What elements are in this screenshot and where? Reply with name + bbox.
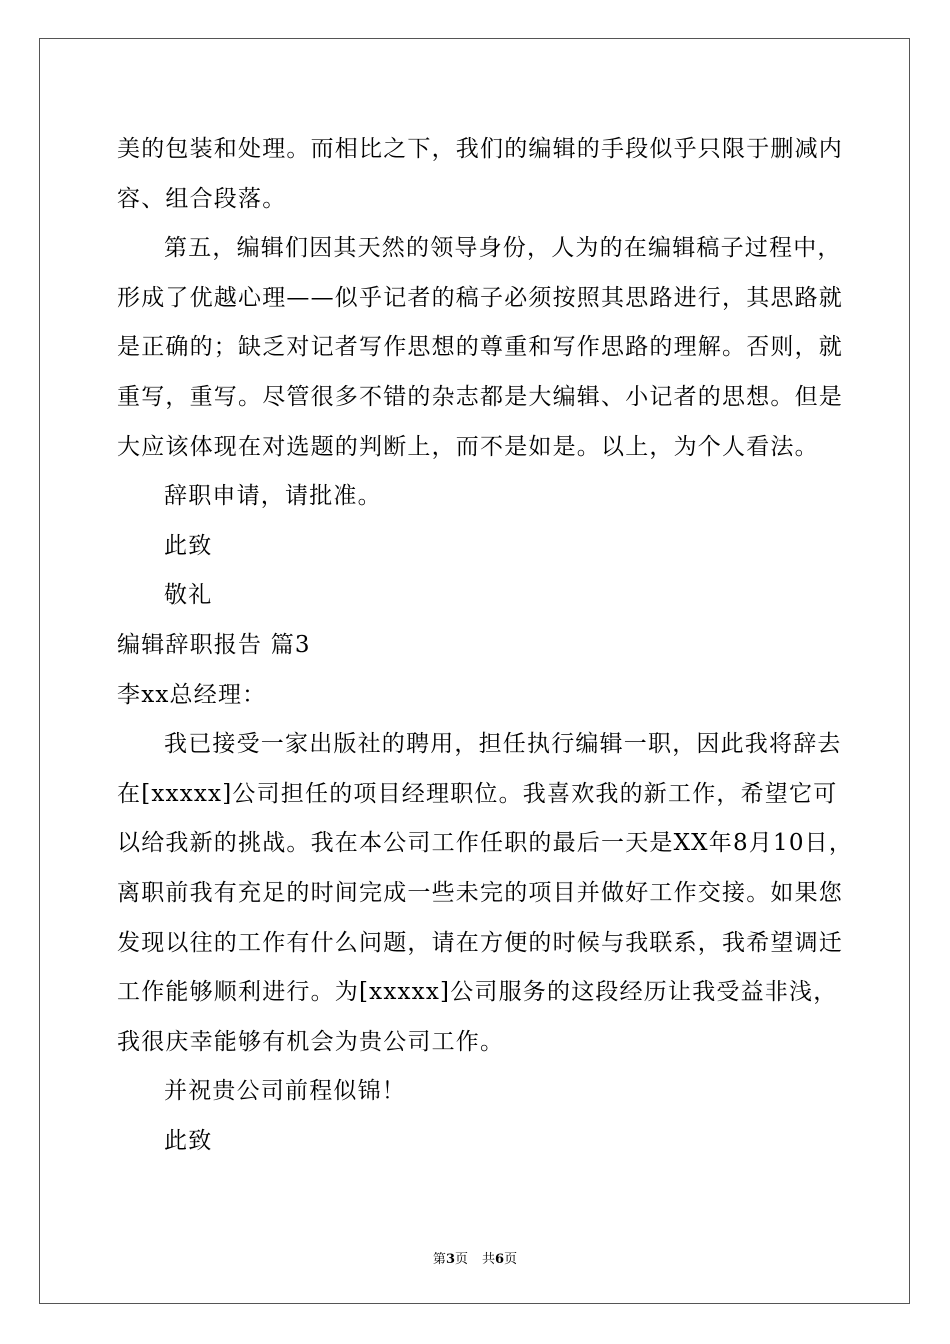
paragraph-line: 离职前我有充足的时间完成一些未完的项目并做好工作交接。如果您 xyxy=(117,879,843,906)
letter-greeting: 李xx总经理： xyxy=(117,681,267,708)
paragraph-line: 美的包装和处理。而相比之下，我们的编辑的手段似乎只限于删减内 xyxy=(117,136,843,162)
section-heading: 编辑辞职报告 篇3 xyxy=(117,631,311,658)
page-total: 6 xyxy=(495,1252,505,1267)
paragraph-line: 形成了优越心理——似乎记者的稿子必须按照其思路进行，其思路就 xyxy=(117,284,843,311)
closing-regards: 敬礼 xyxy=(164,582,213,609)
paragraph-line: 在[xxxxx]公司担任的项目经理职位。我喜欢我的新工作，希望它可 xyxy=(117,780,838,807)
closing-salutation: 此致 xyxy=(164,532,213,559)
paragraph-line: 重写，重写。尽管很多不错的杂志都是大编辑、小记者的思想。但是 xyxy=(117,383,843,410)
paragraph-line: 以给我新的挑战。我在本公司工作任职的最后一天是XX年8月10日， xyxy=(117,830,854,857)
paragraph-line: 是正确的；缺乏对记者写作思想的尊重和写作思路的理解。否则，就 xyxy=(117,334,843,361)
paragraph-line: 我很庆幸能够有机会为贵公司工作。 xyxy=(117,1028,505,1055)
paragraph-line: 辞职申请，请批准。 xyxy=(164,483,382,510)
page-current: 3 xyxy=(445,1252,455,1267)
page-prefix: 第 xyxy=(432,1252,446,1267)
closing-salutation: 此致 xyxy=(164,1127,213,1154)
total-prefix: 共 xyxy=(482,1252,496,1267)
paragraph-line: 第五，编辑们因其天然的领导身份，人为的在编辑稿子过程中， xyxy=(164,235,842,262)
paragraph-line: 并祝贵公司前程似锦！ xyxy=(164,1078,406,1105)
document-body xyxy=(117,125,854,1166)
paragraph-line: 工作能够顺利进行。为[xxxxx]公司服务的这段经历让我受益非浅， xyxy=(117,979,838,1006)
paragraph-line: 我已接受一家出版社的聘用，担任执行编辑一职，因此我将辞去 xyxy=(164,731,842,758)
paragraph-line: 发现以往的工作有什么问题，请在方便的时候与我联系，我希望调迁 xyxy=(117,929,843,956)
page-mid: 页 xyxy=(454,1252,468,1267)
total-suffix: 页 xyxy=(504,1252,518,1267)
paragraph-line: 大应该体现在对选题的判断上，而不是如是。以上，为个人看法。 xyxy=(117,433,819,460)
page-footer xyxy=(0,1248,950,1267)
paragraph-line: 容、组合段落。 xyxy=(117,185,287,212)
